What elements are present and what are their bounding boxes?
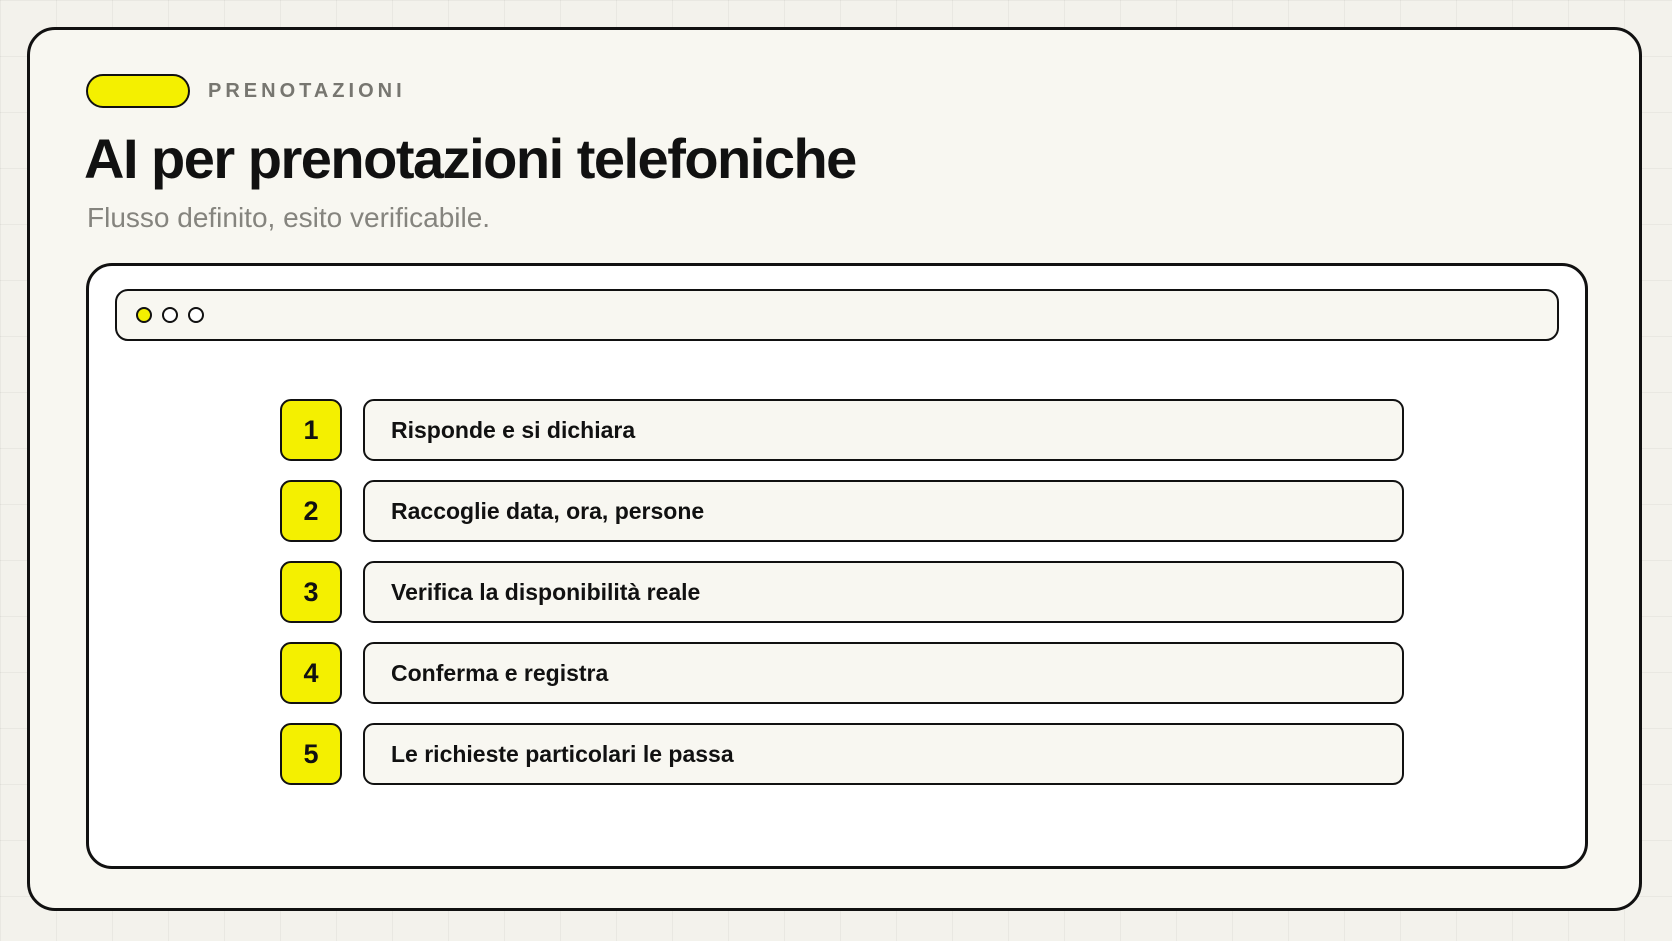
step-item <box>280 723 1404 785</box>
window-title-bar <box>115 289 1559 341</box>
step-box <box>363 480 1404 542</box>
step-number: 1 <box>280 399 342 461</box>
step-label: Conferma e registra <box>391 659 609 686</box>
step-number: 2 <box>280 480 342 542</box>
step-box <box>363 642 1404 704</box>
step-label: Verifica la disponibilità reale <box>391 578 701 605</box>
slide-card <box>27 27 1642 911</box>
step-item <box>280 399 1404 461</box>
window-dot-icon <box>188 307 204 323</box>
step-number: 5 <box>280 723 342 785</box>
page-subtitle: Flusso definito, esito verificabile. <box>87 202 491 233</box>
step-item <box>280 561 1404 623</box>
step-box <box>363 399 1404 461</box>
step-label: Risponde e si dichiara <box>391 416 636 443</box>
step-label: Le richieste particolari le passa <box>391 740 734 767</box>
page-title: AI per prenotazioni telefoniche <box>84 127 856 190</box>
browser-window <box>86 263 1588 869</box>
window-dot-icon <box>136 307 152 323</box>
step-item <box>280 642 1404 704</box>
step-number: 3 <box>280 561 342 623</box>
eyebrow-label: PRENOTAZIONI <box>208 79 406 102</box>
window-dot-icon <box>162 307 178 323</box>
step-box <box>363 561 1404 623</box>
eyebrow <box>86 74 406 108</box>
step-box <box>363 723 1404 785</box>
step-label: Raccoglie data, ora, persone <box>391 497 705 524</box>
eyebrow-pill <box>86 74 190 108</box>
step-item <box>280 480 1404 542</box>
step-number: 4 <box>280 642 342 704</box>
steps-list <box>280 399 1404 804</box>
